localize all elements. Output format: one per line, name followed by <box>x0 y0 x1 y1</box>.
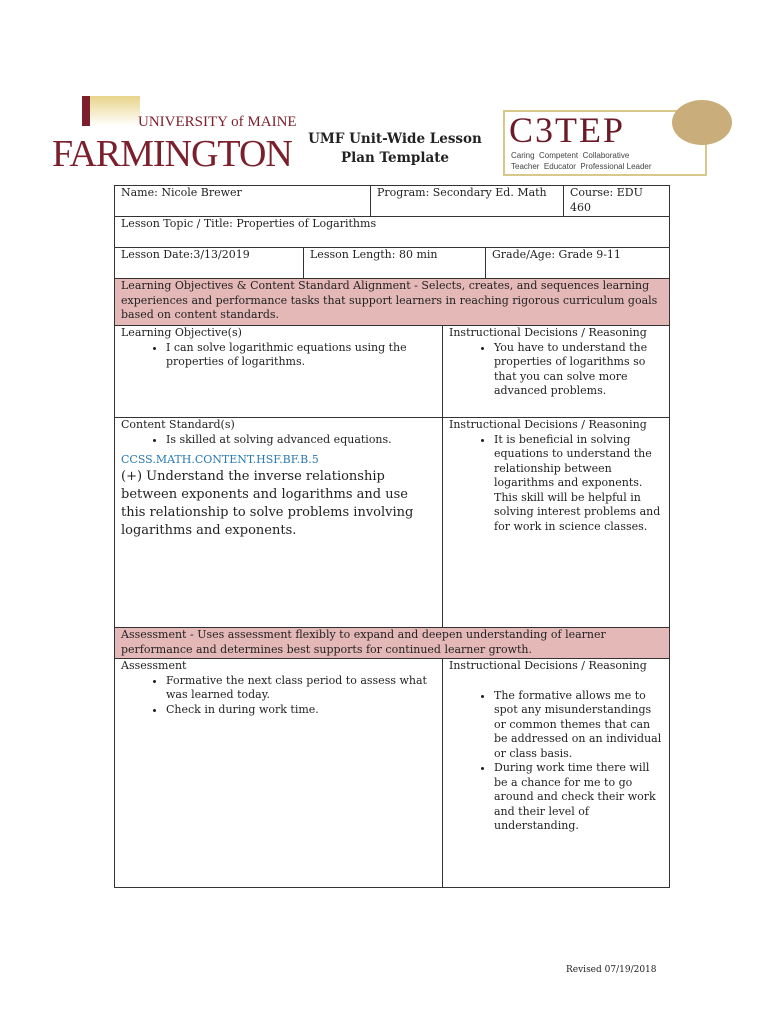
program-cell: Program: Secondary Ed. Math <box>370 185 564 217</box>
assessment-cell <box>114 658 443 888</box>
reasoning-label: Instructional Decisions / Reasoning <box>449 659 647 672</box>
ctep-tagline-1: Caring Competent Collaborative <box>511 151 630 160</box>
umf-name-top: UNIVERSITY of MAINE <box>138 114 297 130</box>
assessment-section-header: Assessment - Uses assessment flexibly to expand and deepen understanding of learner performance and determines best supports for continued learner growth. <box>114 627 670 659</box>
content-standards-label: Content Standard(s) <box>121 418 235 431</box>
tree-icon <box>672 100 732 145</box>
umf-logo <box>52 96 297 176</box>
content-standards-cell <box>114 417 443 628</box>
standard-link[interactable]: CCSS.MATH.CONTENT.HSF.BF.B.5 <box>121 453 319 466</box>
learning-objectives-cell <box>114 325 443 418</box>
list-item: • The formative allows me to spot any misunderstandings or common themes that can be addressed on an individual or class basis. <box>494 689 663 762</box>
learning-objectives-label: Learning Objective(s) <box>121 326 242 339</box>
ctep-logo-text: C3TEP <box>509 110 626 150</box>
revised-date: Revised 07/19/2018 <box>566 965 657 975</box>
standard-text: (+) Understand the inverse relationship between exponents and logarithms and use this relationship to solve problems involving logarithms and exponents. <box>121 468 414 538</box>
document-title <box>300 130 490 168</box>
list-item: • Formative the next class period to assess what was learned today. <box>166 674 436 703</box>
list-item: • Is skilled at solving advanced equations. <box>166 433 436 448</box>
reasoning-label: Instructional Decisions / Reasoning <box>449 418 647 431</box>
list-item: • It is beneficial in solving equations to understand the relationship between logarithms and exponents. This skill will be helpful in solving interest problems and for work in science classes. <box>494 433 663 535</box>
list-item: • You have to understand the properties of logarithms so that you can solve more advanced problems. <box>494 341 663 399</box>
assessment-label: Assessment <box>121 659 187 672</box>
grade-cell: Grade/Age: Grade 9-11 <box>485 247 670 279</box>
list-item: • I can solve logarithmic equations using the properties of logarithms. <box>166 341 436 370</box>
title-line-1: UMF Unit-Wide Lesson <box>308 131 482 147</box>
length-cell: Lesson Length: 80 min <box>303 247 486 279</box>
assessment-reasoning-cell <box>442 658 670 888</box>
objectives-reasoning-cell <box>442 325 670 418</box>
ctep-tagline-2: Teacher Educator Professional Leader <box>511 162 652 171</box>
standards-reasoning-cell <box>442 417 670 628</box>
title-line-2: Plan Template <box>340 150 450 166</box>
reasoning-label: Instructional Decisions / Reasoning <box>449 326 647 339</box>
name-cell: Name: Nicole Brewer <box>114 185 371 217</box>
topic-cell: Lesson Topic / Title: Properties of Logarithms <box>114 216 670 248</box>
list-item: • During work time there will be a chance for me to go around and check their work and their level of understanding. <box>494 761 663 834</box>
objectives-section-header: Learning Objectives & Content Standard Alignment - Selects, creates, and sequences learning experiences and performance tasks that support learners in reaching rigorous curriculum goals based on content standards. <box>114 278 670 326</box>
list-item: • Check in during work time. <box>166 703 436 718</box>
course-cell: Course: EDU 460 <box>563 185 670 217</box>
umf-name-bottom: FARMINGTON <box>52 133 292 175</box>
umf-emblem <box>82 96 140 126</box>
date-cell: Lesson Date:3/13/2019 <box>114 247 304 279</box>
